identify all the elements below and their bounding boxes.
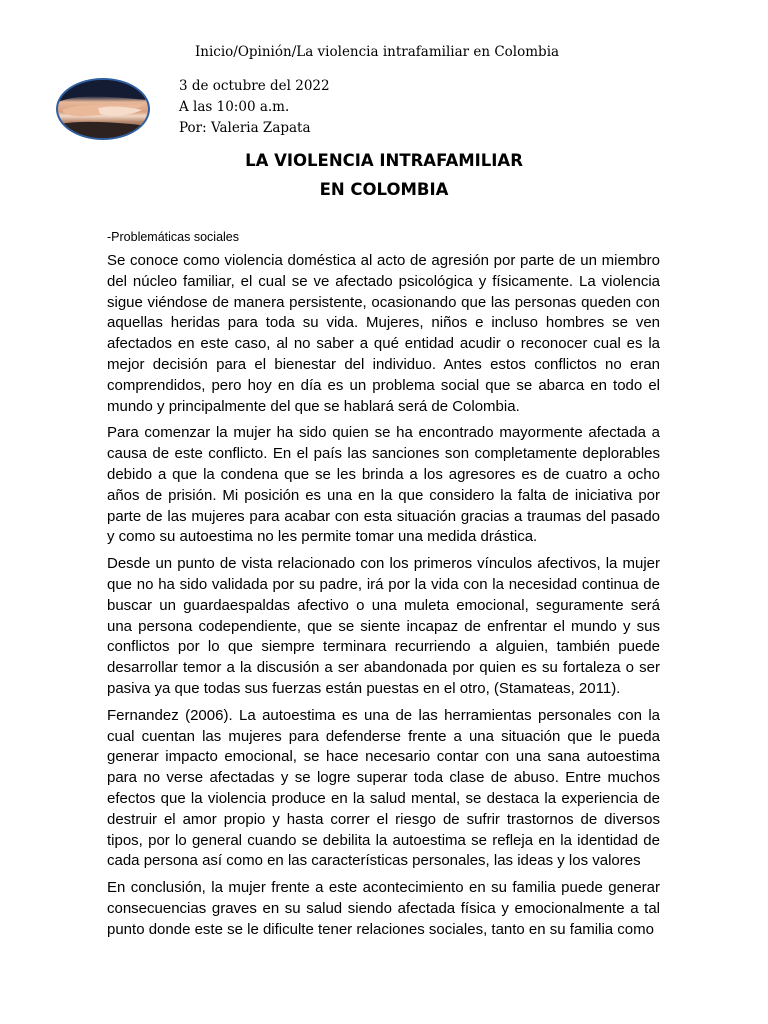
paragraph: Fernandez (2006). La autoestima es una de las herramientas personales con la cual cuentan las mujeres para defenderse frente a una situación que le pueda generar impacto emocional, se hace necesario contar con una sana autoestima para no verse afectadas y se logre superar toda clase de abuso. Entre muchos efectos que la violencia produce en la salud mental, se destaca la experiencia de destruir el amor propio y hasta correr el riesgo de sufrir trastornos de diversos tipos, por lo general cuando se debilita la autoestima se refleja en la identidad de cada persona así como en las características personales, las ideas y los valores bbox=[107, 706, 660, 870]
title-line-2: EN COLOMBIA bbox=[319, 180, 449, 199]
author-byline: Por: Valeria Zapata bbox=[179, 120, 311, 136]
publish-date: 3 de octubre del 2022 bbox=[179, 78, 330, 94]
paragraph: Desde un punto de vista relacionado con los primeros vínculos afectivos, la mujer que no ha sido validada por su padre, irá por la vida con la necesidad continua de buscar un guardaespaldas afectivo o una muleta emocional, seguramente será una persona codependiente, que se siente incapaz de enfrentar el mundo y sus conflictos por lo que siempre terminara recurriendo a alguien, también puede desarrollar temor a la discusión a ser abandonada por quien es su fortaleza o ser pasiva ya que todas sus fuerzas están puestas en el otro, (Stamateas, 2011). bbox=[107, 555, 660, 697]
article-photo bbox=[56, 78, 150, 140]
paragraph: Para comenzar la mujer ha sido quien se ha encontrado mayormente afectada a causa de este conflicto. En el país las sanciones son completamente deplorables debido a que la condena que se les brinda a los agresores es de cuatro a ocho años de prisión. Mi posición es una en la que considero la falta de iniciativa por parte de las mujeres para acabar con esta situación gracias a traumas del pasado y como su autoestima no les permite tomar una medida drástica. bbox=[107, 424, 660, 546]
article-title bbox=[0, 146, 768, 204]
paragraph: Se conoce como violencia doméstica al acto de agresión por parte de un miembro del núcleo familiar, el cual se ve afectado psicológica y físicamente. La violencia sigue viéndose de manera persistente, ocasionando que las personas queden con aquellas heridas para toda su vida. Mujeres, niños e incluso hombres se ven afectados en este caso, al no saber a qué entidad acudir o reconocer cual es la mejor decisión para el bienestar del individuo. Antes estos conflictos no eran comprendidos, pero hoy en día es un problema social que se abarca en todo el mundo y principalmente del que se hablará será de Colombia. bbox=[107, 252, 660, 415]
publish-time: A las 10:00 a.m. bbox=[179, 99, 290, 115]
breadcrumb: Inicio/Opinión/La violencia intrafamiliar en Colombia bbox=[194, 44, 560, 60]
section-label: -Problemáticas sociales bbox=[107, 230, 239, 244]
article-meta bbox=[179, 76, 330, 139]
article-body bbox=[107, 251, 660, 947]
paragraph: En conclusión, la mujer frente a este acontecimiento en su familia puede generar consecuencias graves en su salud siendo afectada física y emocionalmente a tal punto donde este se le dificulte tener relaciones sociales, tanto en su familia como bbox=[107, 879, 660, 938]
title-line-1: LA VIOLENCIA INTRAFAMILIAR bbox=[245, 151, 523, 170]
